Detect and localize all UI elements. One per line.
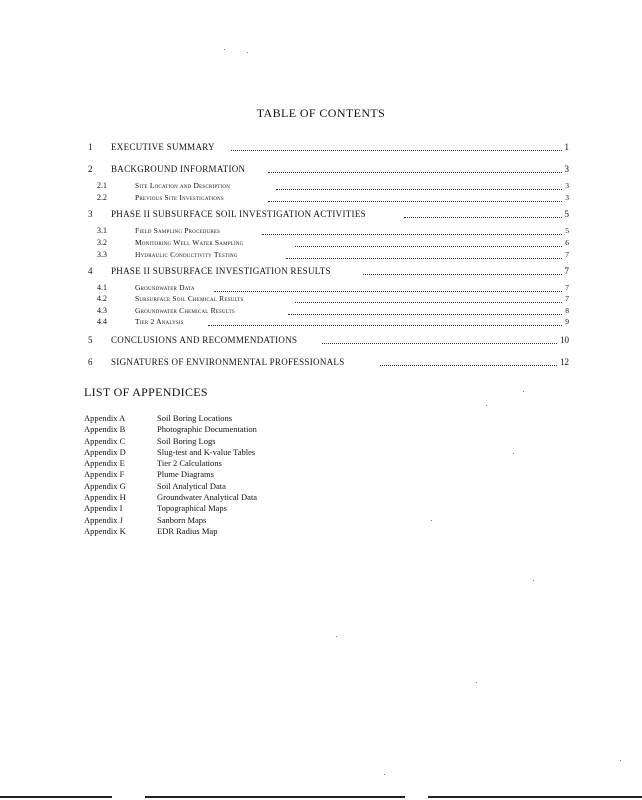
toc-entry-number: 2.1 bbox=[97, 181, 107, 190]
scan-speck bbox=[486, 405, 487, 406]
toc-entry-number: 2.2 bbox=[97, 193, 107, 202]
toc-entry-label: BACKGROUND INFORMATION bbox=[111, 164, 246, 174]
scan-edge-line bbox=[428, 796, 642, 798]
toc-leader bbox=[268, 201, 562, 202]
toc-entry-page: 9 bbox=[565, 317, 569, 326]
toc-entry-label: Field Sampling Procedures bbox=[135, 226, 221, 235]
toc-subentry bbox=[0, 225, 642, 237]
toc-entry-page: 3 bbox=[565, 193, 569, 202]
toc-entry-page: 1 bbox=[564, 142, 569, 152]
toc-subentry bbox=[0, 192, 642, 204]
toc-entry-label: PHASE II SUBSURFACE SOIL INVESTIGATION ACTIVITIES bbox=[111, 209, 366, 219]
toc-entry bbox=[0, 163, 642, 175]
appendix-item bbox=[0, 436, 642, 447]
toc-entry-page: 10 bbox=[560, 335, 569, 345]
toc-subentry bbox=[0, 293, 642, 305]
toc-leader bbox=[268, 172, 562, 173]
appendix-title: Slug-test and K-value Tables bbox=[157, 447, 256, 457]
toc-entry-number: 4.4 bbox=[97, 317, 107, 326]
toc-entry-number: 4.3 bbox=[97, 306, 107, 315]
appendix-label: Appendix H bbox=[84, 492, 126, 502]
toc-entry-number: 4.2 bbox=[97, 294, 107, 303]
appendix-title: Plume Diagrams bbox=[157, 469, 214, 479]
toc-entry-label: PHASE II SUBSURFACE INVESTIGATION RESULTS bbox=[111, 266, 331, 276]
toc-entry bbox=[0, 265, 642, 277]
toc-entry-label: EXECUTIVE SUMMARY bbox=[111, 142, 215, 152]
appendix-item bbox=[0, 481, 642, 492]
toc-entry-number: 3 bbox=[88, 209, 93, 219]
appendix-title: Photographic Documentation bbox=[157, 424, 257, 434]
toc-entry-number: 4 bbox=[88, 266, 93, 276]
toc-leader bbox=[295, 246, 562, 247]
toc-entry-number: 4.1 bbox=[97, 283, 107, 292]
toc-entry-number: 2 bbox=[88, 164, 93, 174]
scan-speck bbox=[523, 391, 524, 392]
toc-entry-label: Hydraulic Conductivity Testing bbox=[135, 250, 238, 259]
toc-subentry bbox=[0, 316, 642, 328]
toc-entry-page: 5 bbox=[565, 226, 569, 235]
toc-entry-page: 7 bbox=[565, 250, 569, 259]
toc-entry-label: Groundwater Data bbox=[135, 283, 195, 292]
appendix-title: Sanborn Maps bbox=[157, 515, 207, 525]
toc-entry-label: Monitoring Well Water Sampling bbox=[135, 238, 244, 247]
toc-entry-number: 5 bbox=[88, 335, 93, 345]
appendix-item bbox=[0, 413, 642, 424]
toc-leader bbox=[262, 234, 562, 235]
toc-entry-page: 3 bbox=[564, 164, 569, 174]
appendix-label: Appendix C bbox=[84, 436, 126, 446]
scan-speck bbox=[247, 52, 248, 53]
scan-speck bbox=[620, 760, 621, 761]
appendix-item bbox=[0, 469, 642, 480]
toc-entry-page: 12 bbox=[560, 357, 569, 367]
toc-entry-number: 3.1 bbox=[97, 226, 107, 235]
appendix-label: Appendix E bbox=[84, 458, 125, 468]
toc-entry-page: 8 bbox=[565, 306, 569, 315]
toc-title: TABLE OF CONTENTS bbox=[256, 106, 386, 120]
toc-leader bbox=[214, 291, 562, 292]
toc-leader bbox=[286, 258, 562, 259]
toc-leader bbox=[295, 302, 562, 303]
toc-entry-number: 1 bbox=[88, 142, 93, 152]
toc-leader bbox=[208, 325, 562, 326]
toc-entry-page: 7 bbox=[565, 294, 569, 303]
scan-speck bbox=[431, 520, 432, 521]
toc-leader bbox=[276, 189, 562, 190]
scan-edge-line bbox=[145, 796, 405, 798]
toc-entry-page: 5 bbox=[564, 209, 569, 219]
toc-leader bbox=[363, 274, 562, 275]
appendix-title: Soil Boring Locations bbox=[157, 413, 233, 423]
toc-entry bbox=[0, 208, 642, 220]
appendix-title: Soil Analytical Data bbox=[157, 481, 226, 491]
scan-speck bbox=[336, 636, 337, 637]
appendix-item bbox=[0, 424, 642, 435]
appendix-item bbox=[0, 458, 642, 469]
scan-edge-line bbox=[0, 796, 112, 798]
toc-entry-number: 3.3 bbox=[97, 250, 107, 259]
appendix-label: Appendix F bbox=[84, 469, 125, 479]
toc-entry-label: Tier 2 Analysis bbox=[135, 317, 184, 326]
toc-entry bbox=[0, 334, 642, 346]
appendix-item bbox=[0, 526, 642, 537]
toc-leader bbox=[380, 365, 557, 366]
appendix-title: EDR Radius Map bbox=[157, 526, 218, 536]
toc-entry-label: Groundwater Chemical Results bbox=[135, 306, 235, 315]
toc-entry-label: CONCLUSIONS AND RECOMMENDATIONS bbox=[111, 335, 298, 345]
appendix-label: Appendix A bbox=[84, 413, 126, 423]
appendix-label: Appendix B bbox=[84, 424, 126, 434]
appendix-label: Appendix I bbox=[84, 503, 123, 513]
toc-entry bbox=[0, 141, 642, 153]
appendix-item bbox=[0, 447, 642, 458]
appendix-label: Appendix D bbox=[84, 447, 126, 457]
toc-entry-number: 3.2 bbox=[97, 238, 107, 247]
scan-speck bbox=[533, 580, 534, 581]
appendix-title: Soil Boring Logs bbox=[157, 436, 216, 446]
toc-entry-label: Subsurface Soil Chemical Results bbox=[135, 294, 244, 303]
toc-subentry bbox=[0, 180, 642, 192]
toc-entry-page: 7 bbox=[565, 283, 569, 292]
toc-entry-label: Site Location and Description bbox=[135, 181, 231, 190]
toc-leader bbox=[231, 150, 562, 151]
scan-speck bbox=[224, 49, 225, 50]
scan-speck bbox=[513, 453, 514, 454]
appendix-title: Groundwater Analytical Data bbox=[157, 492, 258, 502]
toc-leader bbox=[288, 314, 562, 315]
toc-entry bbox=[0, 356, 642, 368]
appendix-title: Tier 2 Calculations bbox=[157, 458, 222, 468]
appendix-label: Appendix J bbox=[84, 515, 123, 525]
appendix-label: Appendix K bbox=[84, 526, 126, 536]
toc-subentry bbox=[0, 249, 642, 261]
toc-entry-page: 3 bbox=[565, 181, 569, 190]
toc-entry-number: 6 bbox=[88, 357, 93, 367]
appendices-heading: LIST OF APPENDICES bbox=[84, 385, 208, 399]
scan-speck bbox=[476, 682, 477, 683]
appendix-title: Topographical Maps bbox=[157, 503, 227, 513]
appendix-item bbox=[0, 503, 642, 514]
scan-speck bbox=[384, 774, 385, 775]
toc-entry-page: 7 bbox=[564, 266, 569, 276]
toc-entry-page: 6 bbox=[565, 238, 569, 247]
appendix-item bbox=[0, 515, 642, 526]
toc-leader bbox=[404, 217, 562, 218]
appendix-item bbox=[0, 492, 642, 503]
toc-subentry bbox=[0, 237, 642, 249]
toc-entry-label: SIGNATURES OF ENVIRONMENTAL PROFESSIONALS bbox=[111, 357, 345, 367]
toc-entry-label: Previous Site Investigations bbox=[135, 193, 224, 202]
toc-leader bbox=[322, 343, 557, 344]
appendix-label: Appendix G bbox=[84, 481, 126, 491]
